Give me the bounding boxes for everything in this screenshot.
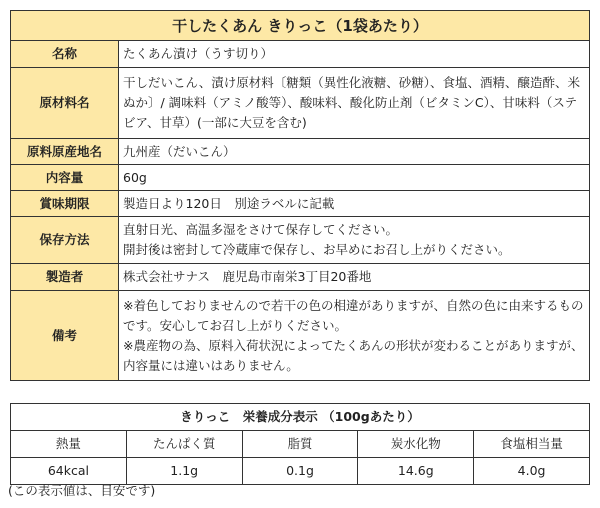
label-name: 名称 [11,41,119,68]
nutrition-header: たんぱく質 [126,431,242,458]
product-title: 干したくあん きりっこ（1袋あたり） [11,11,590,41]
nutrition-title: きりっこ 栄養成分表示 （100gあたり） [11,404,590,431]
label-remarks: 備考 [11,291,119,381]
nutrition-header: 食塩相当量 [474,431,590,458]
value-storage-2: 開封後は密封して冷蔵庫で保存し、お早めにお召し上がりください。 [123,242,511,257]
value-origin: 九州産（だいこん） [119,139,590,165]
value-manufacturer: 株式会社サナス 鹿児島市南栄3丁目20番地 [119,264,590,291]
value-name: たくあん漬け（うす切り） [119,41,590,68]
label-storage: 保存方法 [11,217,119,264]
label-expiry: 賞味期限 [11,191,119,217]
nutrition-header: 熱量 [11,431,127,458]
value-quantity: 60g [119,165,590,191]
value-storage: 直射日光、高温多湿をさけて保存してください。 [123,222,399,237]
label-ingredients: 原材料名 [11,68,119,139]
label-origin: 原料原産地名 [11,139,119,165]
nutrition-table [10,403,590,485]
value-remarks-2: ※農産物の為、原料入荷状況によってたくあんの形状が変わることがありますが、内容量には違いはありません。 [123,337,584,373]
nutrition-value: 14.6g [358,458,474,485]
value-expiry: 製造日より120日 別途ラベルに記載 [119,191,590,217]
nutrition-value: 0.1g [242,458,358,485]
nutrition-value: 4.0g [474,458,590,485]
label-quantity: 内容量 [11,165,119,191]
nutrition-header: 炭水化物 [358,431,474,458]
nutrition-value: 64kcal [11,458,127,485]
nutrition-value: 1.1g [126,458,242,485]
value-remarks: ※着色しておりませんので若干の色の相違がありますが、自然の色に由来するものです。安心してお召し上がりください。 [123,297,584,333]
nutrition-note: (この表示値は、目安です) [8,483,156,498]
product-info-table [10,10,590,381]
nutrition-header: 脂質 [242,431,358,458]
label-manufacturer: 製造者 [11,264,119,291]
value-ingredients: 干しだいこん、漬け原材料〔糖類（異性化液糖、砂糖）、食塩、酒精、醸造酢、米ぬか〕/ 調味料（アミノ酸等）、酸味料、酸化防止剤（ビタミンC）、甘味料（ステビア、甘草）(一部に大豆を含む) [119,68,590,139]
